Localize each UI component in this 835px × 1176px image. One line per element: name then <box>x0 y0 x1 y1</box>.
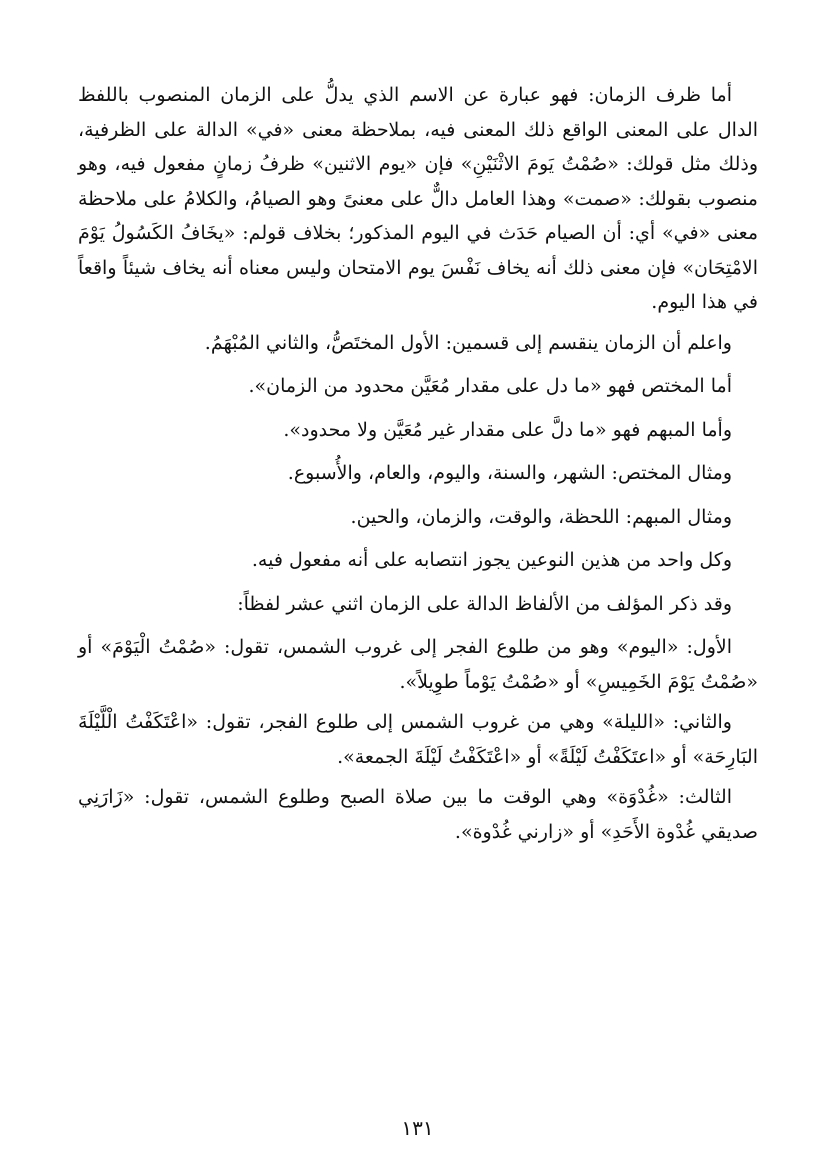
paragraph-both-types: وكل واحد من هذين النوعين يجوز انتصابه على أنه مفعول فيه. <box>251 549 732 571</box>
paragraph-twelve-words: وقد ذكر المؤلف من الألفاظ الدالة على الزمان اثني عشر لفظاً: <box>237 592 732 615</box>
page-number: ١٣١ <box>401 1116 434 1140</box>
paragraph-time-division: واعلم أن الزمان ينقسم إلى قسمين: الأول المختَصُّ، والثاني المُبْهَمُ. <box>204 331 732 354</box>
paragraph-third-morning: الثالث: «غُدْوَة» وهي الوقت ما بين صلاة الصبح وطلوع الشمس، تقول: «زَارَنِي صديقي غُدْوة الأَحَدِ» أو «زارني غُدْوة». <box>78 786 758 843</box>
paragraph-vague-examples: ومثال المبهم: اللحظة، والوقت، والزمان، والحين. <box>350 505 732 528</box>
page-content <box>78 78 758 855</box>
paragraph-specific-examples: ومثال المختص: الشهر، والسنة، واليوم، والعام، والأُسبوع. <box>287 462 732 484</box>
paragraph-vague-definition: وأما المبهم فهو «ما دلَّ على مقدار غير مُعَيَّن ولا محدود». <box>283 418 732 441</box>
paragraph-specific-definition: أما المختص فهو «ما دل على مقدار مُعَيَّن محدود من الزمان». <box>248 375 732 397</box>
paragraph-time-adverb-definition: أما ظرف الزمان: فهو عبارة عن الاسم الذي يدلُّ على الزمان المنصوب باللفظ الدال على المعنى الواقع ذلك المعنى فيه، بملاحظة معنى «في» الدالة على الظرفية، وذلك مثل قولك: «صُمْتُ يَومَ الاثْنَيْنِ» فإن «يوم الاثنين» ظرفُ زمانٍ مفعول فيه، وهو منصوب بقولك: «صمت» وهذا العامل دالٌّ على معنىً وهو الصيامُ، والكلامُ على ملاحظة معنى «في» أي: أن الصيام حَدَث في اليوم المذكور؛ بخلاف قولم: «يخَافُ الكَسُولُ يَوْمَ الامْتِحَان» فإن معنى ذلك أنه يخاف نَفْسَ يوم الامتحان وليس معناه أنه يخاف شيئاً واقعاً في هذا اليوم. <box>78 84 758 313</box>
paragraph-first-day: الأول: «اليوم» وهو من طلوع الفجر إلى غروب الشمس، تقول: «صُمْتُ الْيَوْمَ» أو «صُمْتُ يَوْمَ الخَمِيسِ» أو «صُمْتُ يَوْماً طوِيلاً». <box>78 636 758 693</box>
paragraph-second-night: والثاني: «الليلة» وهي من غروب الشمس إلى طلوع الفجر، تقول: «اعْتَكَفْتُ الْلَّيْلَةَ البَارِحَة» أو «اعتَكَفْتُ لَيْلَةً» أو «اعْتَكَفْتُ لَيْلَةَ الجمعة». <box>78 711 758 768</box>
